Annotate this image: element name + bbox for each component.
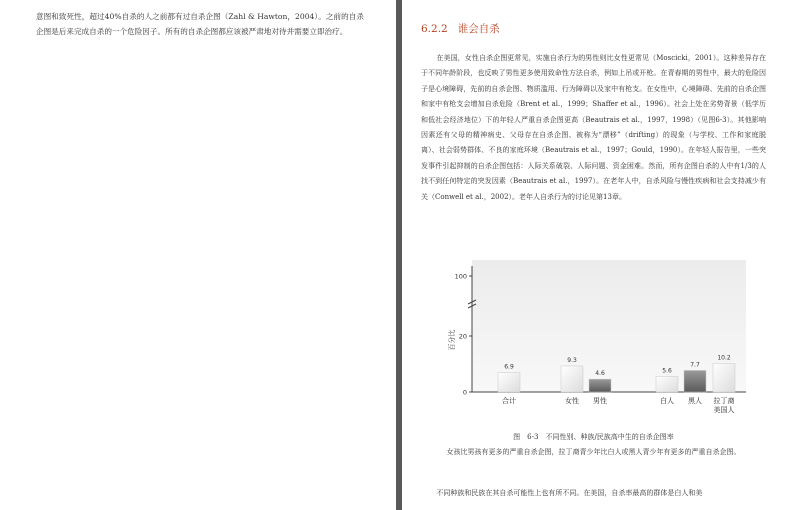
bar	[589, 379, 611, 392]
y-ticks	[455, 273, 472, 397]
y-tick-label: 100	[454, 272, 467, 281]
bottom-paragraph: 不同种族和民族在其自杀可能性上也有所不同。在美国，自杀率最高的群体是白人和美	[436, 489, 703, 497]
left-page-text: 意图和致死性，超过40%自杀的人之前都有过自杀企图（Zahl & Hawton，2004）。之前的自杀企图是后来完成自杀的一个危险因子。所有的自杀企图都应该被严肃地对待并需要立即治疗。	[36, 12, 364, 36]
bar	[561, 366, 583, 392]
bar-value-label: 7.7	[690, 361, 700, 369]
bar-value-label: 10.2	[717, 354, 731, 362]
bar	[656, 376, 678, 392]
category-label: 合计	[502, 397, 516, 405]
figure-chart	[440, 258, 760, 430]
category-label: 男性	[593, 397, 607, 405]
bar-value-label: 4.6	[595, 370, 605, 378]
y-axis-label: 百分比	[448, 329, 456, 351]
bar-value-label: 9.3	[567, 356, 577, 364]
category-label: 白人	[660, 397, 674, 405]
main-paragraph: 在美国，女性自杀企图更常见，实施自杀行为的男性则比女性更常见（Moscicki，2001）。这种差异存在于不同年龄阶段，也反映了男性更多使用致命性方法自杀，例如上吊或开枪。在青春期的男性中，最大的危险因子是心境障碍，先前的自杀企图、物质滥用、行为障碍以及家中有枪支。在女性中，心境障碍、先前的自杀企图和家中有枪支会增加自杀危险（Brent et al.，1999；Shaffer et al.，1996）。社会上处在劣势背景（低学历和低社会经济地位）下的年轻人严重自杀企图更高（Beautrais et al.，1997，1998）（见图6-3）。其他影响因素还有父母的精神病史、父母存在自杀企图、被称为“漂移”（drifting）的现象（与学校、工作和家庭脱离）、社会弱势群体、不良的家庭环境（Beautrais et al.，1997；Gould，1990）。在年轻人报告里，一些突发事件引起抑制的自杀企图包括：人际关系破裂、人际问题、资金困难。然而，所有企图自杀的人中有1/3的人找不到任何特定的突发因素（Beautrais et al.，1997）。在老年人中，自杀风险与慢性疾病和社会支持减少有关（Conwell et al.，2002）。老年人自杀行为的讨论见第13章。	[421, 54, 766, 201]
bar	[498, 373, 520, 392]
category-label: 拉丁裔美国人	[713, 397, 735, 414]
section-number: 6.2.2	[421, 23, 448, 35]
bar	[684, 370, 706, 392]
figure-description: 女孩比男孩有更多的严重自杀企图，拉丁裔青少年比白人或黑人青少年有更多的严重自杀企图。	[446, 448, 741, 456]
figure-caption	[421, 430, 766, 460]
figure-title: 图 6-3 不同性别、种族/民族高中生的自杀企图率	[513, 433, 674, 441]
y-tick-label: 20	[458, 332, 467, 341]
category-label: 黑人	[688, 397, 702, 405]
y-tick-label: 0	[462, 388, 467, 397]
bar	[713, 363, 735, 392]
section-heading	[421, 21, 510, 36]
bar-value-label: 5.6	[662, 367, 672, 375]
category-labels	[502, 396, 735, 414]
category-label: 女性	[565, 397, 579, 405]
bar-value-label: 6.9	[504, 363, 514, 371]
left-page	[0, 0, 396, 510]
bar-chart	[440, 258, 760, 430]
section-title: 谁会自杀	[457, 23, 500, 35]
